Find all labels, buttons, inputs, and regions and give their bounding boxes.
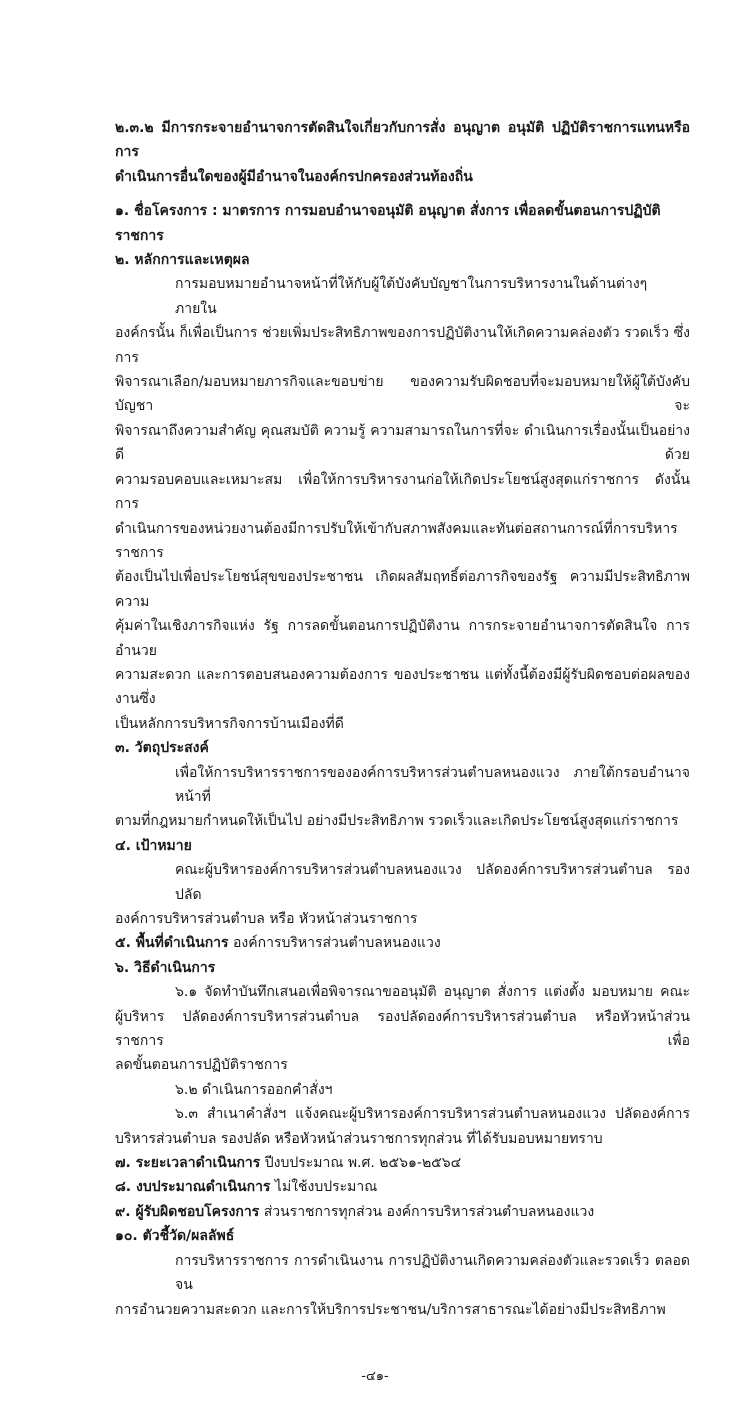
bold-label: ๗. ระยะเวลาดำเนินการ [115, 1155, 261, 1172]
text-line [115, 712, 690, 736]
page-number: -๔๑- [361, 1368, 389, 1384]
text-line [115, 1078, 690, 1102]
text-line [115, 1102, 690, 1126]
line-text: ต้องเป็นไปเพื่อประโยชน์สุขของประชาชน เกิดผลสัมฤทธิ์ต่อภารกิจของรัฐ ความมีประสิทธิภาพ ความ [115, 569, 690, 610]
line-text: เพื่อให้การบริหารราชการขององค์การบริหารส่วนตำบลหนองแวง ภายใต้กรอบอำนาจหน้าที่ [175, 764, 690, 805]
line-text: ๖.๓ สำเนาคำสั่งฯ แจ้งคณะผู้บริหารองค์การบริหารส่วนตำบลหนองแวง ปลัดองค์การ [175, 1106, 690, 1123]
bold-label: ๒.๓.๒ มีการกระจายอำนาจการตัดสินใจเกี่ยวกับการสั่ง อนุญาต อนุมัติ ปฏิบัติราชการแทนหรือ การ [115, 120, 690, 161]
text-line [115, 1127, 690, 1151]
line-text: คณะผู้บริหารองค์การบริหารส่วนตำบลหนองแวง ปลัดองค์การบริหารส่วนตำบล รองปลัด [175, 862, 690, 903]
bold-label: ดำเนินการอื่นใดของผู้มีอำนาจในองค์กรปกครองส่วนท้องถิ่น [115, 168, 473, 185]
bold-label: ๔. เป้าหมาย [115, 837, 192, 854]
document-body [115, 116, 690, 1322]
line-text: ๖.๒ ดำเนินการออกคำสั่งฯ [175, 1081, 333, 1098]
line-text: ๑. ชื่อโครงการ : มาตรการ การมอบอำนาจอนุมัติ อนุญาต สั่งการ เพื่อลดขั้นตอนการปฏิบัติราชการ [115, 203, 661, 244]
text-line [115, 1200, 690, 1224]
text-line [115, 1298, 690, 1322]
line-text: การอำนวยความสะดวก และการให้บริการประชาชน/บริการสาธารณะได้อย่างมีประสิทธิภาพ [115, 1301, 666, 1318]
line-text: ดำเนินการของหน่วยงานต้องมีการปรับให้เข้ากับสภาพสังคมและทันต่อสถานการณ์ที่การบริหารราชการ [115, 520, 678, 561]
text-line [115, 809, 690, 833]
line-text: ส่วนราชการทุกส่วน องค์การบริหารส่วนตำบลหนองแวง [259, 1203, 595, 1220]
line-text: ความรอบคอบและเหมาะสม เพื่อให้การบริหารงานก่อให้เกิดประโยชน์สูงสุดแก่ราชการ ดังนั้น การ [115, 471, 690, 513]
text-line [115, 980, 690, 1004]
text-line [115, 1053, 690, 1077]
section-heading [115, 165, 690, 189]
bold-label: ๒. หลักการและเหตุผล [115, 252, 250, 269]
line-text: คุ้มค่าในเชิงภารกิจแห่ง รัฐ การลดขั้นตอนการปฏิบัติงาน การกระจายอำนาจการตัดสินใจ การอำนวย [115, 618, 690, 659]
text-line [115, 419, 690, 468]
text-line [115, 321, 690, 370]
line-text: บริหารส่วนตำบล รองปลัด หรือหัวหน้าส่วนราชการทุกส่วน ที่ได้รับมอบหมายทราบ [115, 1130, 603, 1147]
text-line [115, 199, 690, 248]
text-line [115, 858, 690, 907]
bold-label: ๓. วัตถุประสงค์ [115, 740, 209, 757]
text-line [115, 370, 690, 419]
section-heading [115, 116, 690, 165]
line-text: การบริหารราชการ การดำเนินงาน การปฏิบัติงานเกิดความคล่องตัวและรวดเร็ว ตลอดจน [175, 1252, 690, 1294]
section-heading [115, 956, 690, 980]
section-heading [115, 736, 690, 760]
line-text: พิจารณาถึงความสำคัญ คุณสมบัติ ความรู้ ความสามารถในการที่จะ ดำเนินการเรื่องนั้นเป็นอย่างดี ด้วย [115, 422, 690, 464]
bold-label: ๑๐. ตัวชี้วัด/ผลลัพธ์ [115, 1228, 235, 1245]
text-line [115, 565, 690, 614]
line-text: ตามที่กฎหมายกำหนดให้เป็นไป อย่างมีประสิทธิภาพ รวดเร็วและเกิดประโยชน์สูงสุดแก่ราชการ [115, 813, 679, 830]
text-line [115, 1175, 690, 1199]
text-line [115, 1249, 690, 1298]
line-text: เป็นหลักการบริหารกิจการบ้านเมืองที่ดี [115, 715, 344, 732]
text-line [115, 1151, 690, 1175]
line-text: การมอบหมายอำนาจหน้าที่ให้กับผู้ใต้บังคับบัญชาในการบริหารงานในด้านต่างๆ ภายใน [175, 276, 648, 317]
section-heading [115, 1224, 690, 1248]
line-text: พิจารณาเลือก/มอบหมายภารกิจและขอบข่าย ของความรับผิดชอบที่จะมอบหมายให้ผู้ใต้บังคับบัญชา จะ [115, 374, 690, 415]
text-line [115, 907, 690, 931]
line-text: องค์การบริหารส่วนตำบลหนองแวง [228, 935, 441, 952]
line-text: องค์การบริหารส่วนตำบล หรือ หัวหน้าส่วนราชการ [115, 911, 418, 927]
line-text: ๖.๑ จัดทำบันทึกเสนอเพื่อพิจารณาขออนุมัติ อนุญาต สั่งการ แต่งตั้ง มอบหมาย คณะ [175, 984, 690, 1001]
bold-label: ๙. ผู้รับผิดชอบโครงการ [115, 1203, 260, 1220]
text-line [115, 614, 690, 663]
text-line [115, 663, 690, 712]
text-line [115, 931, 690, 955]
text-line [115, 1005, 690, 1054]
line-text: ไม่ใช้งบประมาณ [270, 1179, 378, 1196]
line-text: ปีงบประมาณ พ.ศ. ๒๕๖๑-๒๕๖๔ [260, 1155, 462, 1172]
text-line [115, 761, 690, 810]
section-heading [115, 834, 690, 858]
line-text: ลดขั้นตอนการปฏิบัติราชการ [115, 1057, 288, 1074]
line-text: องค์กรนั้น ก็เพื่อเป็นการ ช่วยเพิ่มประสิทธิภาพของการปฏิบัติงานให้เกิดความคล่องตัว รวดเร็ว ซึ่งการ [115, 325, 690, 366]
bold-label: ๖. วิธีดำเนินการ [115, 959, 216, 976]
line-text: ความสะดวก และการตอบสนองความต้องการ ของประชาชน แต่ทั้งนี้ต้องมีผู้รับผิดชอบต่อผลของงานซึ่ง [115, 666, 690, 708]
text-line [115, 517, 690, 566]
bold-label: ๕. พื้นที่ดำเนินการ [115, 935, 229, 952]
text-line [115, 272, 690, 321]
text-line [115, 468, 690, 517]
line-text: ผู้บริหาร ปลัดองค์การบริหารส่วนตำบล รองปลัดองค์การบริหารส่วนตำบล หรือหัวหน้าส่วนราชการ เพื่อ [115, 1008, 690, 1050]
section-heading [115, 248, 690, 272]
bold-label: ๘. งบประมาณดำเนินการ [115, 1179, 271, 1196]
